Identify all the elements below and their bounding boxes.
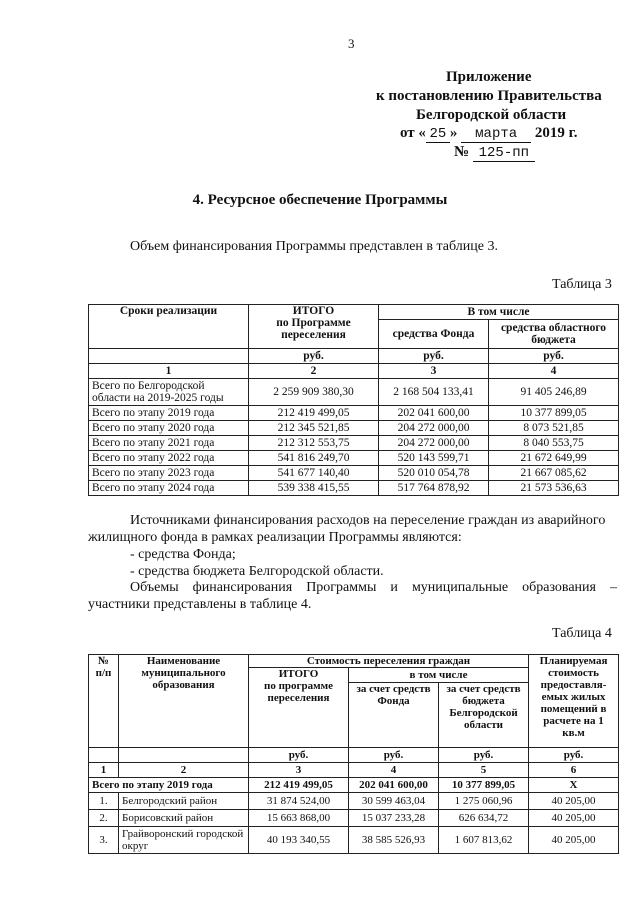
table4	[88, 654, 619, 854]
t3-cell-period: Всего по этапу 2022 года	[89, 451, 249, 466]
t3-cell-budget: 21 667 085,62	[489, 466, 619, 481]
t4-h-incl: в том числе	[349, 668, 529, 683]
t4-total-budget: 10 377 899,05	[439, 778, 529, 793]
t3-cell-fund: 520 010 054,78	[379, 466, 489, 481]
table-row	[89, 466, 619, 481]
t3-cell-fund: 204 272 000,00	[379, 436, 489, 451]
table-row	[89, 793, 619, 810]
t3-cell-period: Всего по этапу 2021 года	[89, 436, 249, 451]
intro-text: Объем финансирования Программы представлен в таблице 3.	[130, 239, 498, 254]
t3-num: 1	[89, 364, 249, 379]
t3-h-fund: средства Фонда	[379, 320, 489, 349]
t3-cell-fund: 520 143 599,71	[379, 451, 489, 466]
t3-cell-total: 539 338 415,55	[249, 481, 379, 496]
table-row	[89, 406, 619, 421]
t3-cell-fund: 204 272 000,00	[379, 421, 489, 436]
section-title: 4. Ресурсное обеспечение Программы	[192, 192, 448, 208]
table3-caption: Таблица 3	[552, 277, 612, 292]
t4-total-itogo: 212 419 499,05	[249, 778, 349, 793]
t3-unit-empty	[89, 349, 249, 364]
t3-h-budget: средства областного бюджета	[489, 320, 619, 349]
t4-cell-itogo: 15 663 868,00	[249, 810, 349, 827]
t3-h-period: Сроки реализации	[89, 305, 249, 349]
t4-h-itogo	[249, 668, 349, 748]
t4-unit-empty	[119, 748, 249, 763]
t3-h-total-sub: по Программе переселения	[276, 317, 351, 341]
date-month: марта	[461, 127, 531, 143]
table4-caption: Таблица 4	[552, 626, 612, 641]
t3-num: 4	[489, 364, 619, 379]
t4-cell-budget: 1 275 060,96	[439, 793, 529, 810]
t4-total-fund: 202 041 600,00	[349, 778, 439, 793]
t3-cell-period: Всего по этапу 2020 года	[89, 421, 249, 436]
t4-h-fund: за счет средств Фонда	[349, 683, 439, 748]
t4-cell-num: 2.	[89, 810, 119, 827]
t3-num: 3	[379, 364, 489, 379]
t4-cell-fund: 30 599 463,04	[349, 793, 439, 810]
t4-unit: руб.	[249, 748, 349, 763]
t3-cell-budget: 8 040 553,75	[489, 436, 619, 451]
t4-h-itogo-sub: по программе переселения	[263, 680, 334, 704]
t3-unit: руб.	[249, 349, 379, 364]
t3-cell-period: Всего по Белгородской области на 2019-2025 годы	[89, 379, 249, 406]
t3-cell-budget: 21 672 649,99	[489, 451, 619, 466]
t4-h-planned: Планируемая стоимость предоставля-емых жилых помещений в расчете на 1 кв.м	[529, 655, 619, 748]
t3-num: 2	[249, 364, 379, 379]
t4-cell-name: Борисовский район	[119, 810, 249, 827]
t4-unit: руб.	[349, 748, 439, 763]
t3-h-total-title: ИТОГО	[292, 305, 335, 317]
t3-cell-budget: 21 573 536,63	[489, 481, 619, 496]
t3-cell-period: Всего по этапу 2024 года	[89, 481, 249, 496]
t4-total-label: Всего по этапу 2019 года	[89, 778, 249, 793]
t3-h-total	[249, 305, 379, 349]
t3-cell-fund: 202 041 600,00	[379, 406, 489, 421]
appendix-title: Приложение	[446, 69, 532, 85]
t4-cell-budget: 1 607 813,62	[439, 827, 529, 854]
t3-cell-total: 2 259 909 380,30	[249, 379, 379, 406]
table-row	[89, 436, 619, 451]
t4-unit: руб.	[439, 748, 529, 763]
t3-unit: руб.	[379, 349, 489, 364]
table-row	[89, 481, 619, 496]
number-prefix: №	[454, 144, 470, 160]
sources-item2: - средства бюджета Белгородской области.	[130, 564, 384, 579]
date-day: 25	[426, 127, 450, 143]
sources-item1: - средства Фонда;	[130, 547, 236, 562]
t4-num: 1	[89, 763, 119, 778]
page-number: 3	[348, 36, 355, 51]
sources-line1: Источниками финансирования расходов на переселение граждан из аварийного	[130, 513, 606, 528]
t4-cell-planned: 40 205,00	[529, 793, 619, 810]
t4-cell-planned: 40 205,00	[529, 810, 619, 827]
table-row-total	[89, 778, 619, 793]
t4-total-planned: Х	[529, 778, 619, 793]
t3-h-incl: В том числе	[379, 305, 619, 320]
t4-cell-name: Белгородский район	[119, 793, 249, 810]
t4-cell-budget: 626 634,72	[439, 810, 529, 827]
t3-cell-total: 212 312 553,75	[249, 436, 379, 451]
table3	[88, 304, 619, 496]
t4-h-itogo-title: ИТОГО	[278, 668, 319, 680]
t4-num: 5	[439, 763, 529, 778]
t3-cell-period: Всего по этапу 2023 года	[89, 466, 249, 481]
sources-line2: жилищного фонда в рамках реализации Программы являются:	[88, 530, 462, 545]
table-row	[89, 810, 619, 827]
t3-unit: руб.	[489, 349, 619, 364]
t4-cell-fund: 15 037 233,28	[349, 810, 439, 827]
appendix-line3: Белгородской области	[416, 107, 567, 123]
t4-num: 4	[349, 763, 439, 778]
t3-cell-total: 212 419 499,05	[249, 406, 379, 421]
t3-cell-period: Всего по этапу 2019 года	[89, 406, 249, 421]
t3-cell-fund: 517 764 878,92	[379, 481, 489, 496]
t3-cell-total: 541 816 249,70	[249, 451, 379, 466]
t4-h-cost: Стоимость переселения граждан	[249, 655, 529, 668]
t4-h-num: № п/п	[89, 655, 119, 748]
number-value: 125-пп	[473, 146, 535, 162]
date-year: 2019 г.	[534, 125, 578, 141]
t4-cell-name: Грайворонский городской округ	[119, 827, 249, 854]
table-row	[89, 421, 619, 436]
t3-cell-fund: 2 168 504 133,41	[379, 379, 489, 406]
t3-cell-budget: 91 405 246,89	[489, 379, 619, 406]
table-row	[89, 379, 619, 406]
t4-unit-empty	[89, 748, 119, 763]
appendix-date	[400, 125, 578, 143]
table-row	[89, 451, 619, 466]
appendix-number	[454, 144, 535, 162]
sources-line5b: участники представлены в таблице 4.	[88, 597, 312, 612]
sources-line5a: Объемы финансирования Программы и муниципальные образования –	[130, 580, 617, 595]
date-prefix: от «	[400, 125, 426, 141]
t4-num: 2	[119, 763, 249, 778]
t3-cell-total: 541 677 140,40	[249, 466, 379, 481]
t4-cell-itogo: 31 874 524,00	[249, 793, 349, 810]
t4-cell-planned: 40 205,00	[529, 827, 619, 854]
appendix-line2: к постановлению Правительства	[376, 88, 602, 104]
t4-h-budget: за счет средств бюджета Белгородской области	[439, 683, 529, 748]
t4-cell-itogo: 40 193 340,55	[249, 827, 349, 854]
table-row	[89, 827, 619, 854]
t4-cell-fund: 38 585 526,93	[349, 827, 439, 854]
t4-h-name: Наименование муниципального образования	[119, 655, 249, 748]
t4-cell-num: 3.	[89, 827, 119, 854]
t4-cell-num: 1.	[89, 793, 119, 810]
date-mid: »	[449, 125, 458, 141]
t4-num: 3	[249, 763, 349, 778]
t4-num: 6	[529, 763, 619, 778]
t3-cell-budget: 10 377 899,05	[489, 406, 619, 421]
t3-cell-budget: 8 073 521,85	[489, 421, 619, 436]
t3-cell-total: 212 345 521,85	[249, 421, 379, 436]
t4-unit: руб.	[529, 748, 619, 763]
